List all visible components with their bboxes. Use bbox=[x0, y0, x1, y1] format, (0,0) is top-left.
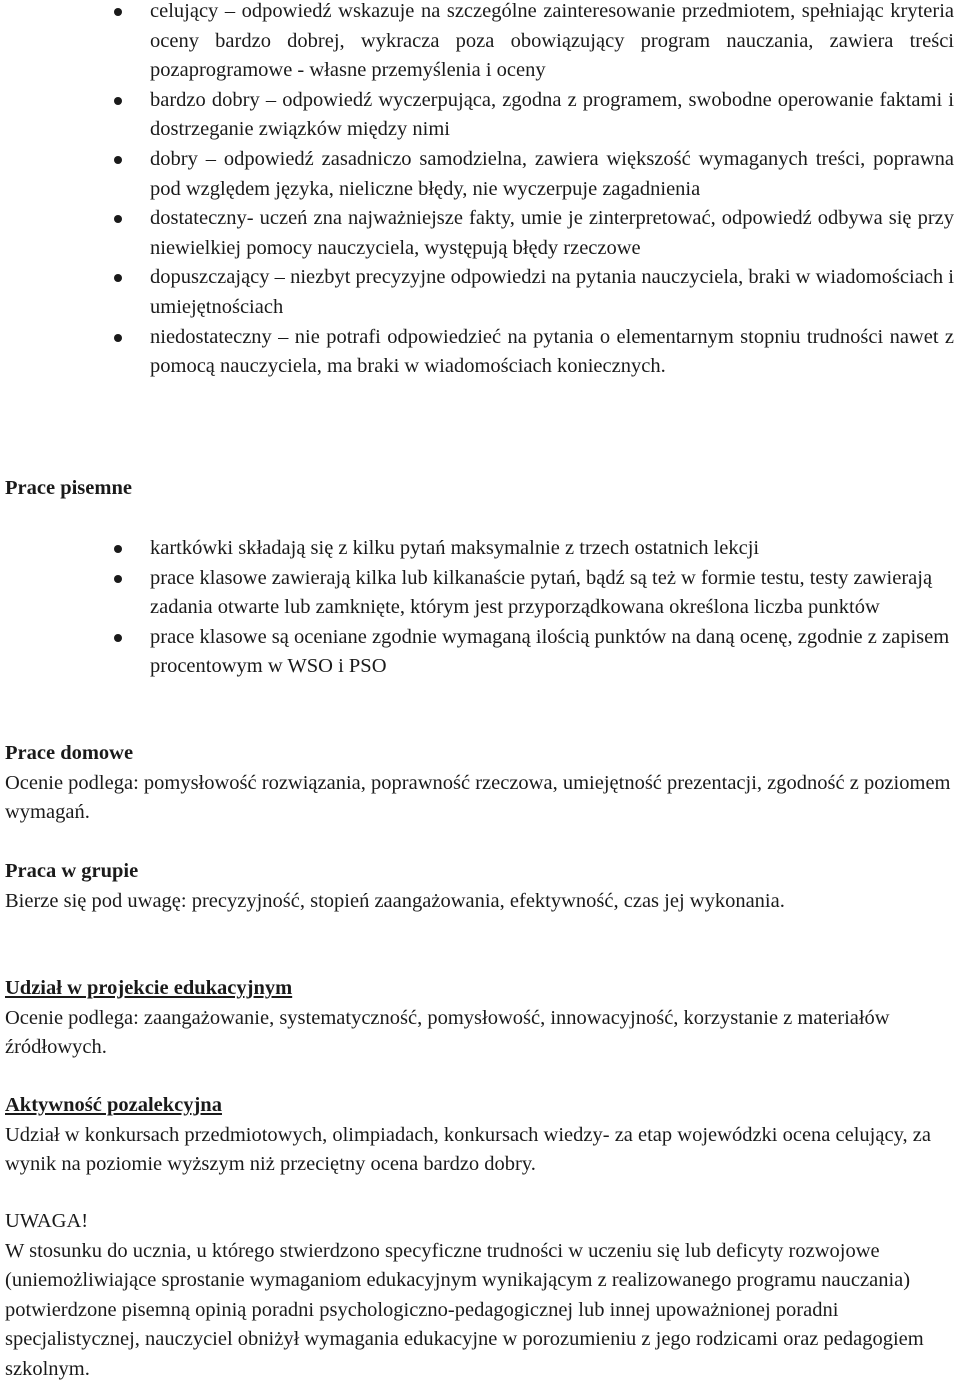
extracurricular-heading: Aktywność pozalekcyjna bbox=[5, 1094, 222, 1116]
list-item bbox=[0, 0, 960, 86]
written-work-list bbox=[0, 534, 960, 682]
project-text: Ocenie podlega: zaangażowanie, systematyczność, pomysłowość, innowacyjność, korzystanie z materiałów źródłowych. bbox=[5, 1006, 890, 1059]
list-item bbox=[0, 263, 960, 322]
grades-criteria-list bbox=[0, 0, 960, 382]
extracurricular-section bbox=[5, 1091, 955, 1180]
list-item-text: bardzo dobry – odpowiedź wyczerpująca, zgodna z programem, swobodne operowanie faktami i dostrzeganie związków między nimi bbox=[150, 88, 954, 141]
note-section bbox=[5, 1207, 955, 1385]
list-item-text: celujący – odpowiedź wskazuje na szczególne zainteresowanie przedmiotem, spełniając kryteria oceny bardzo dobrej, wykracza poza obowiązujący program nauczania, zawiera treści pozaprogramowe - własne przemyślenia i oceny bbox=[150, 0, 954, 82]
list-item bbox=[0, 534, 960, 564]
list-item bbox=[0, 623, 960, 682]
homework-heading: Prace domowe bbox=[5, 742, 134, 764]
list-item-text: dobry – odpowiedź zasadniczo samodzielna, zawiera większość wymaganych treści, poprawna pod względem języka, nieliczne błędy, nie wyczerpuje zagadnienia bbox=[150, 147, 954, 200]
groupwork-section bbox=[5, 857, 955, 916]
project-heading: Udział w projekcie edukacyjnym bbox=[5, 977, 293, 999]
bullet-icon bbox=[114, 575, 122, 583]
note-text: W stosunku do ucznia, u którego stwierdzono specyficzne trudności w uczeniu się lub deficyty rozwojowe (uniemożliwiające sprostanie wymaganiom edukacyjnym wynikającym z realizowanego programu nauczania) potwierdzone pisemną opinią poradni psychologiczno-pedagogicznej lub innej upoważnionej poradni specjalistycznej, nauczyciel obniżył wymagania edukacyjne w porozumieniu z jego rodzicami oraz pedagogiem szkolnym. bbox=[5, 1239, 924, 1380]
list-item-text: prace klasowe zawierają kilka lub kilkanaście pytań, bądź są też w formie testu, testy zawierają zadania otwarte lub zamknięte, którym jest przyporządkowana określona liczba punktów bbox=[150, 566, 933, 619]
list-item-text: prace klasowe są oceniane zgodnie wymaganą ilością punktów na daną ocenę, zgodnie z zapisem procentowym w WSO i PSO bbox=[150, 625, 950, 678]
groupwork-text: Bierze się pod uwagę: precyzyjność, stopień zaangażowania, efektywność, czas jej wykonania. bbox=[5, 889, 785, 912]
project-section bbox=[5, 974, 955, 1063]
bullet-icon bbox=[114, 274, 122, 282]
list-item-text: niedostateczny – nie potrafi odpowiedzieć na pytania o elementarnym stopniu trudności nawet z pomocą nauczyciela, ma braki w wiadomościach koniecznych. bbox=[150, 325, 954, 378]
bullet-icon bbox=[114, 634, 122, 642]
list-item bbox=[0, 145, 960, 204]
list-item-text: kartkówki składają się z kilku pytań maksymalnie z trzech ostatnich lekcji bbox=[150, 537, 760, 559]
bullet-icon bbox=[114, 156, 122, 164]
written-work-heading: Prace pisemne bbox=[5, 477, 132, 499]
bullet-icon bbox=[114, 8, 122, 16]
homework-section bbox=[5, 739, 955, 828]
list-item bbox=[0, 204, 960, 263]
list-item bbox=[0, 564, 960, 623]
bullet-icon bbox=[114, 334, 122, 342]
note-heading: UWAGA! bbox=[5, 1210, 89, 1232]
extracurricular-text: Udział w konkursach przedmiotowych, olimpiadach, konkursach wiedzy- za etap wojewódzki ocena celujący, za wynik na poziomie wyższym niż przeciętny ocena bardzo dobry. bbox=[5, 1123, 931, 1176]
bullet-icon bbox=[114, 545, 122, 553]
list-item-text: dopuszczający – niezbyt precyzyjne odpowiedzi na pytania nauczyciela, braki w wiadomościach i umiejętnościach bbox=[150, 266, 954, 318]
list-item bbox=[0, 86, 960, 145]
list-item-text: dostateczny- uczeń zna najważniejsze fakty, umie je zinterpretować, odpowiedź odbywa się przy niewielkiej pomocy nauczyciela, występują błędy rzeczowe bbox=[150, 207, 954, 259]
homework-text: Ocenie podlega: pomysłowość rozwiązania, poprawność rzeczowa, umiejętność prezentacji, zgodność z poziomem wymagań. bbox=[5, 771, 951, 824]
groupwork-heading: Praca w grupie bbox=[5, 860, 139, 882]
bullet-icon bbox=[114, 97, 122, 105]
list-item bbox=[0, 323, 960, 382]
bullet-icon bbox=[114, 215, 122, 223]
